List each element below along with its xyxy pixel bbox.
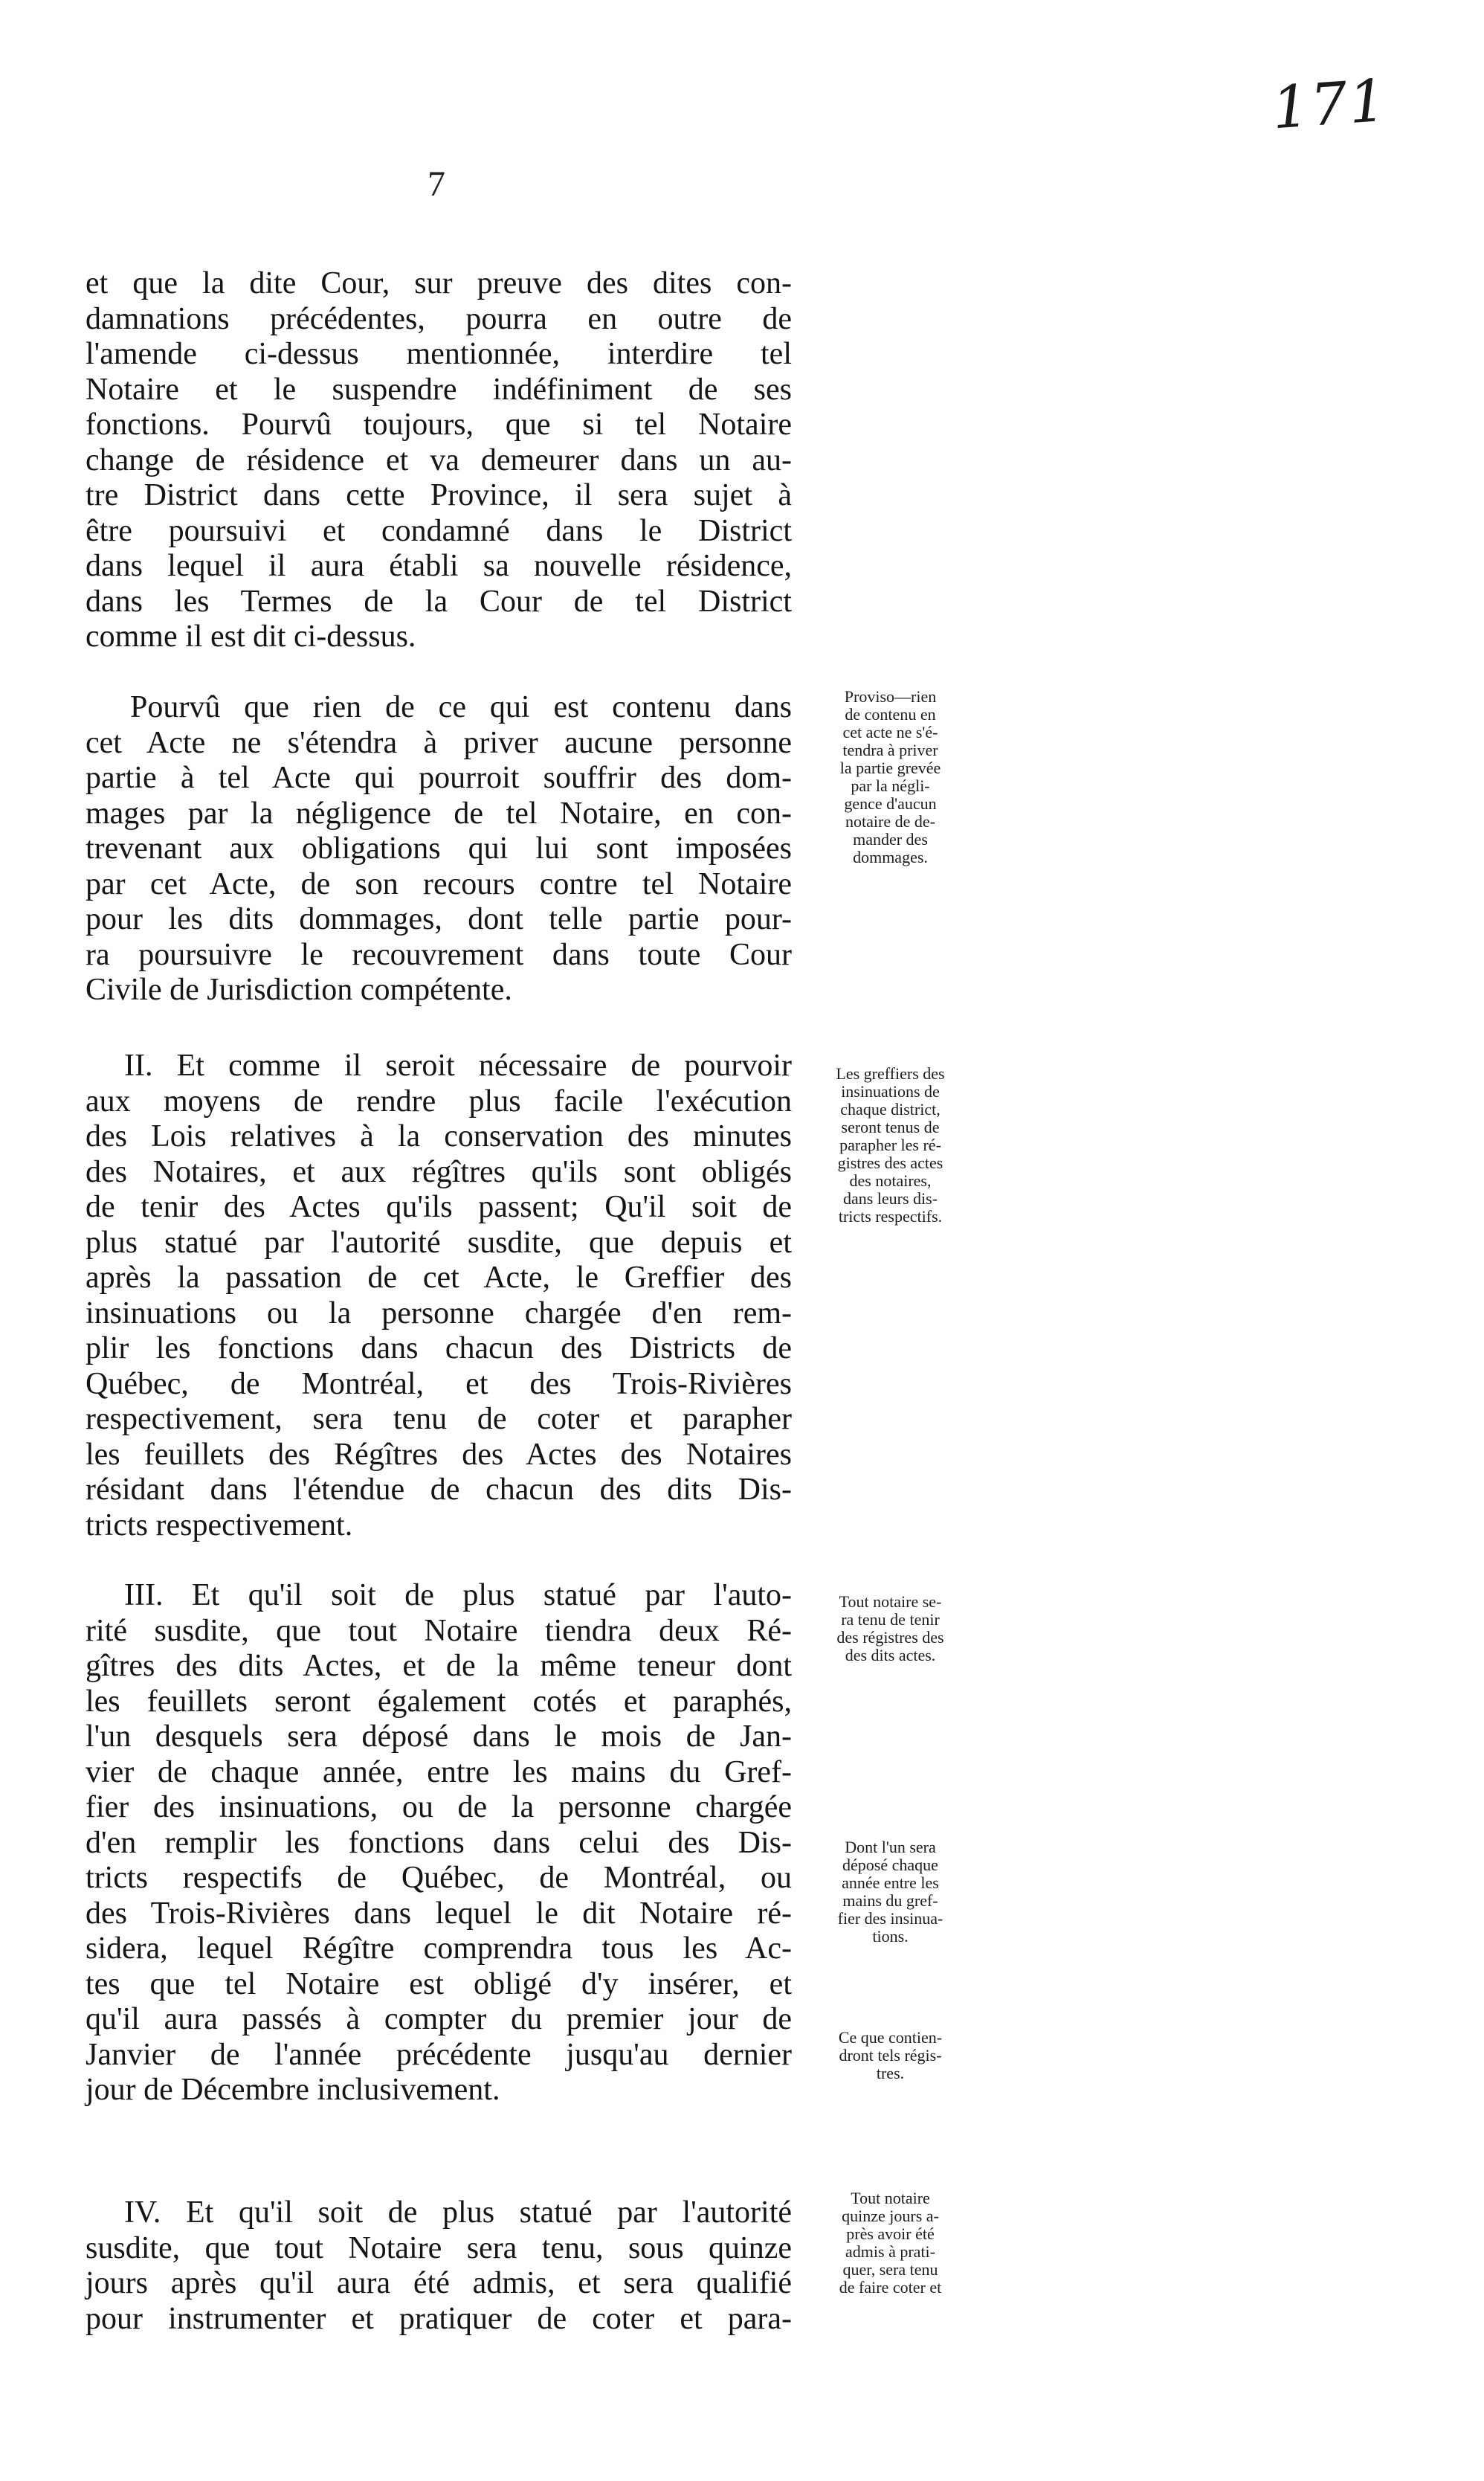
text-line: Civile de Jurisdiction compétente.: [86, 973, 512, 1007]
margin-note-line: ra tenu de tenir: [841, 1610, 940, 1629]
margin-note-line: gence d'aucun: [844, 794, 937, 813]
margin-note-line: de contenu en: [845, 705, 936, 724]
text-line: pour instrumenter et pratiquer de coter et para-: [86, 2301, 792, 2336]
margin-note-line: par la négli-: [851, 776, 930, 795]
text-line: jours après qu'il aura été admis, et sera qualifié: [86, 2266, 792, 2300]
text-line: Janvier de l'année précédente jusqu'au dernier: [86, 2037, 792, 2072]
margin-note-line: quer, sera tenu: [842, 2260, 938, 2279]
margin-note-line: Dont l'un sera: [845, 1838, 936, 1856]
margin-note-line: Tout notaire se-: [839, 1592, 942, 1611]
text-line: respectivement, sera tenu de coter et parapher: [86, 1402, 792, 1436]
text-line: des Lois relatives à la conservation des minutes: [86, 1119, 792, 1153]
margin-note-line: Les greffiers des: [836, 1064, 945, 1083]
margin-note-line: des régistres des: [836, 1628, 944, 1647]
margin-note-line: notaire de de-: [845, 812, 935, 831]
margin-note-line: Ce que contien-: [838, 2028, 943, 2047]
text-line: cet Acte ne s'étendra à priver aucune personne: [86, 725, 792, 760]
margin-note-section-iii: [807, 1593, 974, 1664]
margin-note-line: insinuations de: [841, 1082, 940, 1101]
text-line: change de résidence et va demeurer dans un au-: [86, 443, 792, 477]
margin-note-line: gistres des actes: [837, 1153, 943, 1172]
margin-note-line: Tout notaire: [851, 2189, 930, 2207]
text-line: par cet Acte, de son recours contre tel Notaire: [86, 866, 792, 901]
text-line: insinuations ou la personne chargée d'en rem-: [86, 1296, 792, 1330]
margin-note-line: dans leurs dis-: [842, 1189, 938, 1208]
folio-number: 171: [1270, 67, 1390, 143]
text-line: plus statué par l'autorité susdite, que depuis et: [86, 1225, 792, 1260]
margin-note-line: la partie grevée: [839, 759, 941, 777]
text-line: Pourvû que rien de ce qui est contenu dans: [130, 690, 792, 724]
margin-note-line: mander des: [853, 830, 928, 849]
text-line: après la passation de cet Acte, le Greffier des: [86, 1261, 792, 1295]
margin-note-line: cet acte ne s'é-: [842, 723, 938, 741]
margin-note-contents: [807, 2029, 974, 2082]
margin-note-line: admis à prati-: [845, 2242, 935, 2261]
text-line: trevenant aux obligations qui lui sont imposées: [86, 831, 792, 866]
text-line: damnations précédentes, pourra en outre de: [86, 301, 792, 336]
text-line: des Notaires, et aux régîtres qu'ils sont obligés: [86, 1154, 792, 1189]
margin-note-line: tions.: [872, 1927, 909, 1946]
text-line: jour de Décembre inclusivement.: [86, 2073, 500, 2107]
margin-note-line: dommages.: [853, 848, 928, 866]
paragraph-2: [86, 690, 792, 1008]
margin-note-line: de faire coter et: [839, 2278, 942, 2297]
text-line: gîtres des dits Actes, et de la même teneur dont: [86, 1649, 792, 1683]
text-line: qu'il aura passés à compter du premier jour de: [86, 2002, 792, 2036]
margin-note-line: tendra à priver: [842, 741, 938, 759]
margin-note-line: quinze jours a-: [842, 2207, 939, 2225]
text-line: plir les fonctions dans chacun des Districts de: [86, 1331, 792, 1365]
page-number: 7: [428, 164, 445, 204]
paragraph-section-iii: [86, 1578, 792, 2108]
margin-note-line: année entre les: [842, 1873, 939, 1892]
text-line: susdite, que tout Notaire sera tenu, sous quinze: [86, 2230, 792, 2265]
paragraph-section-ii: [86, 1049, 792, 1543]
text-line: Québec, de Montréal, et des Trois-Rivières: [86, 1366, 792, 1401]
margin-note-line: Proviso—rien: [844, 687, 937, 706]
margin-note-line: parapher les ré-: [839, 1136, 941, 1154]
margin-note-section-ii: [807, 1065, 974, 1226]
text-line: des Trois-Rivières dans lequel le dit Notaire ré-: [86, 1896, 792, 1931]
text-line: tricts respectifs de Québec, de Montréal, ou: [86, 1861, 792, 1895]
text-line: dans lequel il aura établi sa nouvelle résidence,: [86, 549, 792, 583]
text-line: l'un desquels sera déposé dans le mois de Jan-: [86, 1719, 792, 1754]
text-line: d'en remplir les fonctions dans celui des Dis-: [86, 1825, 792, 1860]
text-line: pour les dits dommages, dont telle partie pour-: [86, 902, 792, 936]
margin-note-line: tricts respectifs.: [838, 1207, 943, 1226]
text-line: vier de chaque année, entre les mains du Gref-: [86, 1754, 792, 1789]
text-line: ra poursuivre le recouvrement dans toute Cour: [86, 937, 792, 972]
margin-note-line: tres.: [876, 2064, 905, 2082]
margin-note-line: déposé chaque: [842, 1856, 938, 1874]
margin-note-line: près avoir été: [846, 2224, 935, 2243]
text-line: dans les Termes de la Cour de tel District: [86, 584, 792, 619]
text-line: tricts respectivement.: [86, 1507, 353, 1542]
text-line: tre District dans cette Province, il sera sujet à: [86, 478, 792, 512]
text-line: sidera, lequel Régître comprendra tous les Ac-: [86, 1931, 792, 1966]
margin-note-section-iv: [807, 2189, 974, 2297]
margin-note-deposit: [807, 1838, 974, 1946]
text-line: partie à tel Acte qui pourroit souffrir des dom-: [86, 761, 792, 795]
text-line: les feuillets des Régîtres des Actes des Notaires: [86, 1437, 792, 1472]
margin-note-line: des notaires,: [849, 1171, 932, 1190]
text-line: résidant dans l'étendue de chacun des dits Dis-: [86, 1473, 792, 1507]
text-line: être poursuivi et condamné dans le District: [86, 513, 792, 548]
text-line: fonctions. Pourvû toujours, que si tel Notaire: [86, 408, 792, 442]
margin-note-line: seront tenus de: [841, 1118, 940, 1136]
text-line: mages par la négligence de tel Notaire, en con-: [86, 796, 792, 831]
margin-note-line: chaque district,: [840, 1100, 941, 1119]
text-line: II. Et comme il seroit nécessaire de pourvoir: [124, 1049, 792, 1083]
text-line: III. Et qu'il soit de plus statué par l'auto-: [124, 1578, 792, 1612]
text-line: aux moyens de rendre plus facile l'exécution: [86, 1084, 792, 1119]
margin-note-line: fier des insinua-: [837, 1909, 943, 1928]
text-line: Notaire et le suspendre indéfiniment de ses: [86, 372, 792, 407]
text-line: de tenir des Actes qu'ils passent; Qu'il soit de: [86, 1190, 792, 1224]
margin-note-line: mains du gref-: [842, 1891, 938, 1910]
margin-note-proviso: [807, 688, 974, 866]
text-line: fier des insinuations, ou de la personne chargée: [86, 1790, 792, 1824]
text-line: l'amende ci-dessus mentionnée, interdire tel: [86, 337, 792, 371]
margin-note-line: des dits actes.: [845, 1646, 936, 1664]
text-line: tes que tel Notaire est obligé d'y insérer, et: [86, 1966, 792, 2001]
paragraph-1: [86, 266, 792, 655]
margin-note-line: dront tels régis-: [839, 2046, 942, 2065]
text-line: et que la dite Cour, sur preuve des dites con-: [86, 266, 792, 300]
paragraph-section-iv: [86, 2195, 792, 2337]
text-line: les feuillets seront également cotés et paraphés,: [86, 1684, 792, 1719]
text-line: comme il est dit ci-dessus.: [86, 620, 416, 654]
text-line: IV. Et qu'il soit de plus statué par l'autorité: [124, 2195, 792, 2230]
text-line: rité susdite, que tout Notaire tiendra deux Ré-: [86, 1613, 792, 1648]
